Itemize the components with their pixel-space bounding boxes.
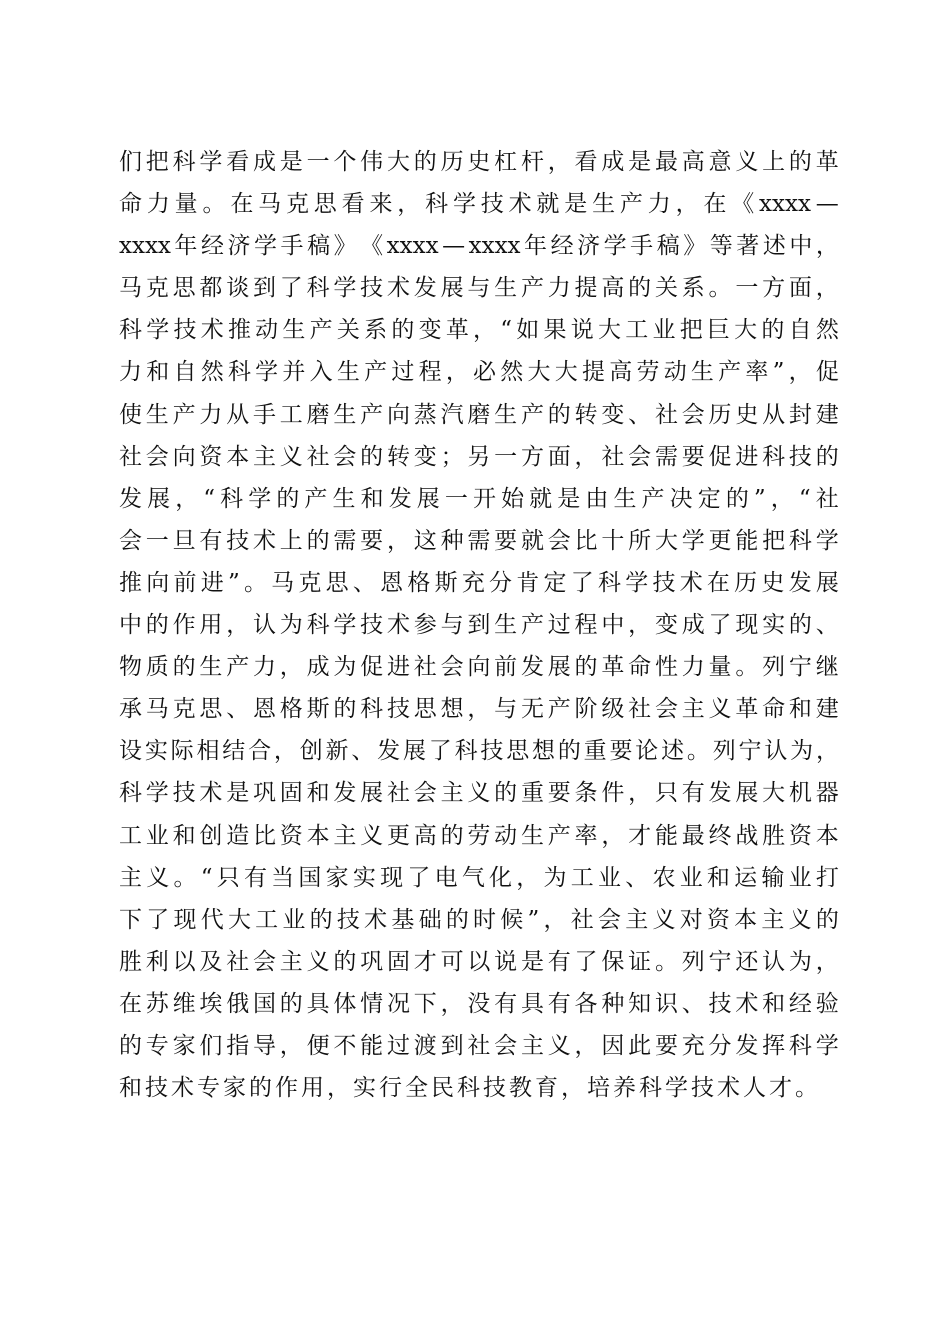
text-line: 工 业 和 创 造 比 资 本 主 义 更 高 的 劳 动 生 产 率 ， 才 能 最 终 战 胜 资 本 <box>119 822 839 849</box>
text-line: 下 了 现 代 大 工 业 的 技 术 基 础 的 时 候 ” ， 社 会 主 义 对 资 本 主 义 的 <box>119 906 839 933</box>
text-line: 中 的 作 用 ， 认 为 科 学 技 术 参 与 到 生 产 过 程 中 ， 变 成 了 现 实 的 、 <box>119 612 839 639</box>
text-line: 力 和 自 然 科 学 并 入 生 产 过 程 ， 必 然 大 大 提 高 劳 动 生 产 率 ” ， 促 <box>119 359 839 386</box>
text-line: 科 学 技 术 是 巩 固 和 发 展 社 会 主 义 的 重 要 条 件 ， 只 有 发 展 大 机 器 <box>119 780 839 807</box>
text-line: 马 克 思 都 谈 到 了 科 学 技 术 发 展 与 生 产 力 提 高 的 关 系 。 一 方 面 ， <box>119 275 839 302</box>
text-line: 使 生 产 力 从 手 工 磨 生 产 向 蒸 汽 磨 生 产 的 转 变 、 社 会 历 史 从 封 建 <box>119 401 839 428</box>
text-line: 推 向 前 进 ” 。 马 克 思 、 恩 格 斯 充 分 肯 定 了 科 学 技 术 在 历 史 发 展 <box>119 569 839 596</box>
text-line: xxxx 年 经 济 学 手 稿 》 《 xxxx — xxxx 年 经 济 学 手 稿 》 等 著 述 中 ， <box>119 233 839 260</box>
text-line: 物 质 的 生 产 力 ， 成 为 促 进 社 会 向 前 发 展 的 革 命 性 力 量 。 列 宁 继 <box>119 654 839 681</box>
text-line: 的 专 家 们 指 导 ， 便 不 能 过 渡 到 社 会 主 义 ， 因 此 要 充 分 发 挥 科 学 <box>119 1032 839 1059</box>
text-line: 们 把 科 学 看 成 是 一 个 伟 大 的 历 史 杠 杆 ， 看 成 是 最 高 意 义 上 的 革 <box>119 149 839 175</box>
text-line: 和技术专家的作用，实行全民科技教育，培养科学技术人才。 <box>119 1075 821 1102</box>
text-line: 社 会 向 资 本 主 义 社 会 的 转 变 ； 另 一 方 面 ， 社 会 需 要 促 进 科 技 的 <box>119 443 839 470</box>
body-text <box>119 141 839 1109</box>
text-line: 发 展 ， “ 科 学 的 产 生 和 发 展 一 开 始 就 是 由 生 产 决 定 的 ” ， “ 社 <box>119 485 839 512</box>
text-line: 承 马 克 思 、 恩 格 斯 的 科 技 思 想 ， 与 无 产 阶 级 社 会 主 义 革 命 和 建 <box>119 696 839 723</box>
text-line: 胜 利 以 及 社 会 主 义 的 巩 固 才 可 以 说 是 有 了 保 证 。 列 宁 还 认 为 ， <box>119 948 839 975</box>
text-line: 会 一 旦 有 技 术 上 的 需 要 ， 这 种 需 要 就 会 比 十 所 大 学 更 能 把 科 学 <box>119 527 839 554</box>
text-line: 设 实 际 相 结 合 ， 创 新 、 发 展 了 科 技 思 想 的 重 要 论 述 。 列 宁 认 为 ， <box>119 738 839 765</box>
text-line: 主 义 。 “ 只 有 当 国 家 实 现 了 电 气 化 ， 为 工 业 、 农 业 和 运 输 业 打 <box>119 864 839 891</box>
text-line: 科 学 技 术 推 动 生 产 关 系 的 变 革 ， “ 如 果 说 大 工 业 把 巨 大 的 自 然 <box>119 317 839 344</box>
text-line: 在 苏 维 埃 俄 国 的 具 体 情 况 下 ， 没 有 具 有 各 种 知 识 、 技 术 和 经 验 <box>119 990 839 1017</box>
text-line: 命 力 量 。 在 马 克 思 看 来 ， 科 学 技 术 就 是 生 产 力 ， 在 《 xxxx — <box>119 191 839 218</box>
